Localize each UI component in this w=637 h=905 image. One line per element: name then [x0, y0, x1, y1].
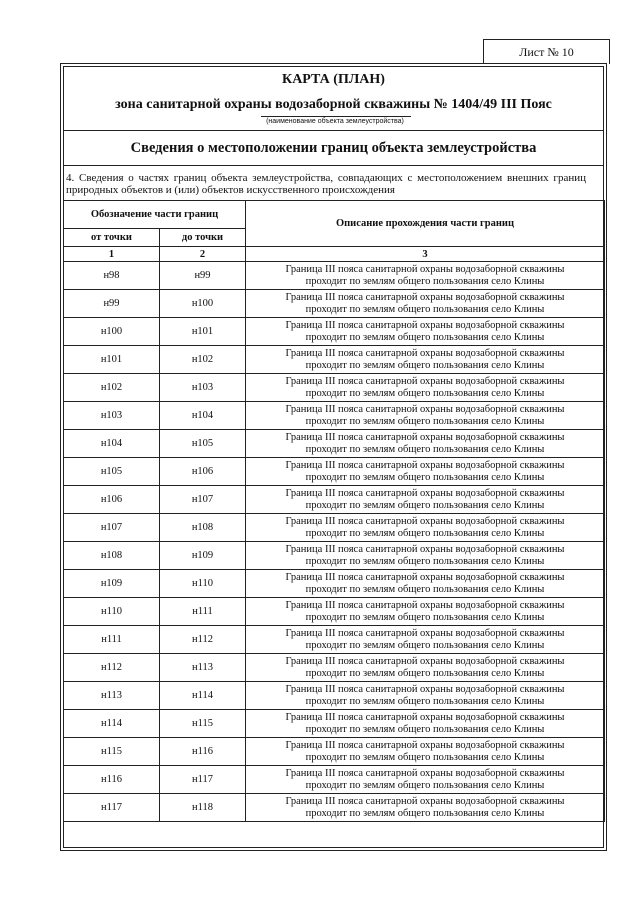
description-line: проходит по землям общего пользования село Клины [305, 499, 545, 511]
description-line: проходит по землям общего пользования село Клины [305, 415, 545, 427]
description-line: Граница III пояса санитарной охраны водозаборной скважины [285, 515, 565, 527]
col-number: 3 [246, 247, 605, 262]
description-line: Граница III пояса санитарной охраны водозаборной скважины [285, 403, 565, 415]
boundary-description [246, 654, 605, 682]
description-line: Граница III пояса санитарной охраны водозаборной скважины [285, 711, 565, 723]
table-row [64, 598, 605, 626]
to-point: н114 [160, 682, 246, 710]
table-row [64, 682, 605, 710]
boundary-description [246, 514, 605, 542]
table-row [64, 542, 605, 570]
from-point: н117 [64, 794, 160, 822]
col-number: 2 [160, 247, 246, 262]
table-row [64, 486, 605, 514]
boundary-description [246, 346, 605, 374]
from-point: н112 [64, 654, 160, 682]
desc-header: Описание прохождения части границ [246, 201, 605, 247]
description-line: Граница III пояса санитарной охраны водозаборной скважины [285, 347, 565, 359]
description-line: Граница III пояса санитарной охраны водозаборной скважины [285, 459, 565, 471]
to-point: н108 [160, 514, 246, 542]
table-row [64, 346, 605, 374]
description-line: проходит по землям общего пользования село Клины [305, 527, 545, 539]
boundary-description [246, 374, 605, 402]
from-point: н113 [64, 682, 160, 710]
description-line: проходит по землям общего пользования село Клины [305, 471, 545, 483]
col-number: 1 [64, 247, 160, 262]
description-line: Граница III пояса санитарной охраны водозаборной скважины [285, 319, 565, 331]
description-line: проходит по землям общего пользования село Клины [305, 779, 545, 791]
table-row [64, 290, 605, 318]
from-point: н101 [64, 346, 160, 374]
description-line: проходит по землям общего пользования село Клины [305, 583, 545, 595]
boundary-description [246, 402, 605, 430]
description-line: Граница III пояса санитарной охраны водозаборной скважины [285, 291, 565, 303]
from-point: н106 [64, 486, 160, 514]
caption-underline [261, 116, 411, 117]
table-row [64, 402, 605, 430]
boundary-description [246, 598, 605, 626]
table-row [64, 430, 605, 458]
table-row [64, 710, 605, 738]
boundary-description [246, 430, 605, 458]
boundary-description [246, 542, 605, 570]
table-row [64, 570, 605, 598]
boundary-description [246, 682, 605, 710]
from-point: н110 [64, 598, 160, 626]
sheet-number: Лист № 10 [483, 39, 610, 64]
description-line: Граница III пояса санитарной охраны водозаборной скважины [285, 767, 565, 779]
description-line: Граница III пояса санитарной охраны водозаборной скважины [285, 683, 565, 695]
description-line: проходит по землям общего пользования село Клины [305, 807, 545, 819]
from-point: н109 [64, 570, 160, 598]
description-line: Граница III пояса санитарной охраны водозаборной скважины [285, 375, 565, 387]
description-line: проходит по землям общего пользования село Клины [305, 555, 545, 567]
table-row [64, 738, 605, 766]
boundary-description [246, 794, 605, 822]
description-line: проходит по землям общего пользования село Клины [305, 723, 545, 735]
description-line: проходит по землям общего пользования село Клины [305, 751, 545, 763]
boundary-description [246, 710, 605, 738]
to-point: н104 [160, 402, 246, 430]
boundary-description [246, 458, 605, 486]
table-row [64, 766, 605, 794]
object-name-caption: (наименование объекта землеустройства) [266, 118, 404, 125]
divider [63, 130, 604, 131]
boundary-description [246, 570, 605, 598]
description-line: Граница III пояса санитарной охраны водозаборной скважины [285, 795, 565, 807]
to-point: н106 [160, 458, 246, 486]
description-line: Граница III пояса санитарной охраны водозаборной скважины [285, 543, 565, 555]
divider [63, 165, 604, 166]
group-header: Обозначение части границ [64, 201, 246, 229]
to-point: н115 [160, 710, 246, 738]
to-point: н116 [160, 738, 246, 766]
table-row [64, 794, 605, 822]
from-point: н108 [64, 542, 160, 570]
from-point: н100 [64, 318, 160, 346]
from-point: н99 [64, 290, 160, 318]
to-point: н111 [160, 598, 246, 626]
table-row [64, 514, 605, 542]
description-line: Граница III пояса санитарной охраны водозаборной скважины [285, 655, 565, 667]
to-point: н101 [160, 318, 246, 346]
description-line: проходит по землям общего пользования село Клины [305, 275, 545, 287]
from-point: н98 [64, 262, 160, 290]
table-row [64, 374, 605, 402]
description-line: проходит по землям общего пользования село Клины [305, 667, 545, 679]
description-line: проходит по землям общего пользования село Клины [305, 443, 545, 455]
description-line: Граница III пояса санитарной охраны водозаборной скважины [285, 571, 565, 583]
boundary-description [246, 486, 605, 514]
description-line: проходит по землям общего пользования село Клины [305, 303, 545, 315]
to-point: н100 [160, 290, 246, 318]
boundary-description [246, 626, 605, 654]
from-header: от точки [64, 229, 160, 247]
table-row [64, 262, 605, 290]
section-heading: Сведения о местоположении границ объекта землеустройства [130, 140, 537, 156]
description-line: Граница III пояса санитарной охраны водозаборной скважины [285, 599, 565, 611]
document-title: КАРТА (ПЛАН) [282, 72, 385, 87]
description-line: проходит по землям общего пользования село Клины [305, 639, 545, 651]
description-line: Граница III пояса санитарной охраны водозаборной скважины [285, 487, 565, 499]
boundary-description [246, 290, 605, 318]
to-point: н113 [160, 654, 246, 682]
description-line: Граница III пояса санитарной охраны водозаборной скважины [285, 627, 565, 639]
description-line: проходит по землям общего пользования село Клины [305, 695, 545, 707]
to-point: н117 [160, 766, 246, 794]
from-point: н114 [64, 710, 160, 738]
from-point: н105 [64, 458, 160, 486]
from-point: н103 [64, 402, 160, 430]
from-point: н104 [64, 430, 160, 458]
to-point: н109 [160, 542, 246, 570]
from-point: н107 [64, 514, 160, 542]
from-point: н116 [64, 766, 160, 794]
to-header: до точки [160, 229, 246, 247]
table-row [64, 626, 605, 654]
table-row [64, 654, 605, 682]
from-point: н115 [64, 738, 160, 766]
to-point: н118 [160, 794, 246, 822]
section-note: 4. Сведения о частях границ объекта землеустройства, совпадающих с местоположением внешних границ природных объектов и (или) объектов искусственного происхождения [66, 172, 586, 196]
description-line: проходит по землям общего пользования село Клины [305, 387, 545, 399]
from-point: н102 [64, 374, 160, 402]
description-line: Граница III пояса санитарной охраны водозаборной скважины [285, 431, 565, 443]
to-point: н110 [160, 570, 246, 598]
table-row [64, 458, 605, 486]
object-name: зона санитарной охраны водозаборной скважины № 1404/49 III Пояс [115, 97, 552, 112]
to-point: н105 [160, 430, 246, 458]
to-point: н99 [160, 262, 246, 290]
description-line: проходит по землям общего пользования село Клины [305, 331, 545, 343]
description-line: Граница III пояса санитарной охраны водозаборной скважины [285, 739, 565, 751]
boundary-description [246, 738, 605, 766]
description-line: Граница III пояса санитарной охраны водозаборной скважины [285, 263, 565, 275]
boundary-description [246, 766, 605, 794]
to-point: н103 [160, 374, 246, 402]
to-point: н102 [160, 346, 246, 374]
to-point: н112 [160, 626, 246, 654]
to-point: н107 [160, 486, 246, 514]
boundary-table [63, 200, 605, 822]
table-row [64, 318, 605, 346]
description-line: проходит по землям общего пользования село Клины [305, 611, 545, 623]
boundary-description [246, 262, 605, 290]
from-point: н111 [64, 626, 160, 654]
boundary-description [246, 318, 605, 346]
description-line: проходит по землям общего пользования село Клины [305, 359, 545, 371]
